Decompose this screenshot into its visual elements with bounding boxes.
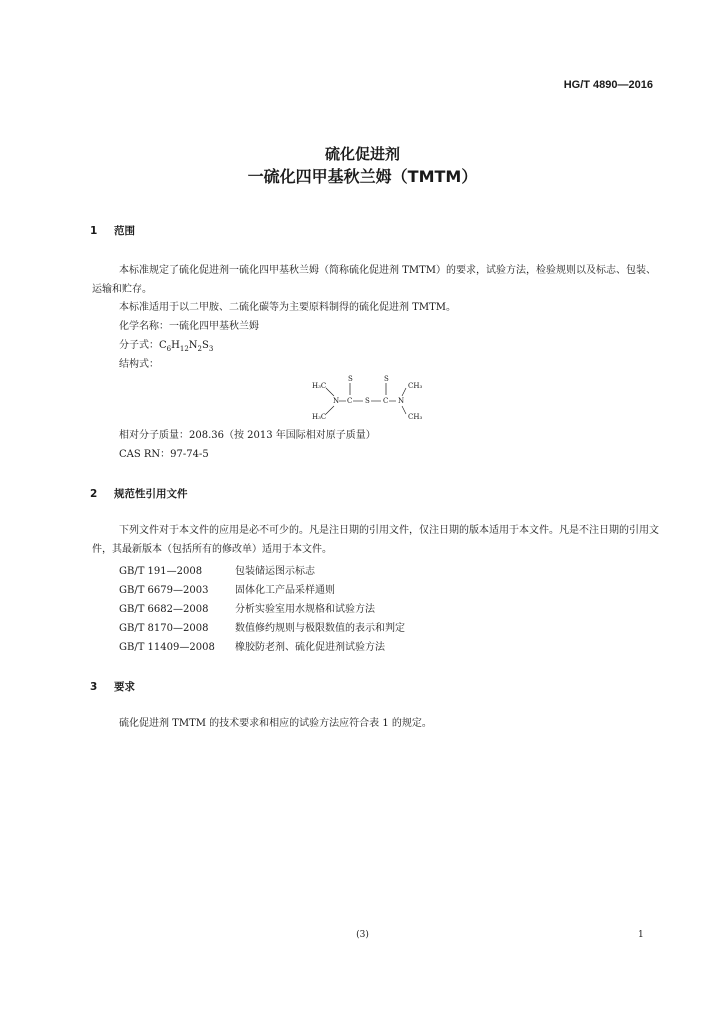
reference-title: 分析实验室用水规格和试验方法 [235,604,375,615]
chemical-name [119,317,259,336]
reference-code: GB/T 191—2008 [119,566,203,577]
formula-n: N [188,340,198,351]
page-number: 1 [638,930,644,940]
struct-s-mid: S [365,397,370,405]
reference-title: 数值修约规则与极限数值的表示和判定 [235,623,405,634]
struct-bond-1 [326,388,334,396]
struct-s2: S [384,375,389,383]
section-title: 要求 [114,681,135,693]
reference-item [119,581,335,596]
struct-h3c-top: H₃C [312,382,327,390]
struct-n1: N [333,397,340,405]
scope-paragraph-2: 本标准适用于以二甲胺、二硫化碳等为主要原料制得的硫化促进剂 TMTM。 [119,302,456,313]
formula-h: H [171,340,180,351]
section-2-heading [90,486,188,501]
formula-n-sub: 2 [197,345,202,353]
reference-code: GB/T 6679—2003 [119,585,209,596]
requirements-paragraph: 硫化促进剂 TMTM 的技术要求和相应的试验方法应符合表 1 的规定。 [119,718,432,729]
section-3-heading [90,679,135,694]
references-intro: 下列文件对于本文件的应用是必不可少的。凡是注日期的引用文件，仅注日期的版本适用于本文件。凡是不注日期的引用文件，其最新版本（包括所有的修改单）适用于本文件。 [92,525,659,555]
reference-code: GB/T 6682—2008 [119,604,209,615]
reference-title: 固体化工产品采样通则 [235,585,335,596]
struct-bond-2 [402,388,406,396]
struct-c1: C [347,397,353,405]
reference-item [119,600,375,615]
struct-c2: C [383,397,389,405]
standard-number: HG/T 4890—2016 [563,79,653,91]
struct-ch3-bottom: CH₃ [408,413,423,421]
cas-number: CAS RN：97-74-5 [119,449,209,460]
formula-label: 分子式： [119,340,159,351]
struct-ch3-top: CH₃ [408,382,423,390]
formula-h-sub: 12 [179,345,189,353]
formula-c: C [159,340,167,351]
struct-s1: S [348,375,353,383]
struct-n2: N [398,397,405,405]
reference-title: 包装储运图示标志 [235,566,315,577]
reference-item [119,638,385,653]
reference-code: GB/T 8170—2008 [119,623,209,634]
footer-center-mark: (3) [356,930,369,940]
scope-paragraph-1: 本标准规定了硫化促进剂一硫化四甲基秋兰姆（简称硫化促进剂 TMTM）的要求，试验方法，检验规则以及标志、包装、运输和贮存。 [92,265,656,295]
document-title-line1: 硫化促进剂 [324,145,400,163]
formula-c-sub: 6 [166,345,172,353]
relative-molecular-mass: 相对分子质量：208.36（按 2013 年国际相对原子质量） [119,430,376,441]
section-number: 1 [90,225,98,237]
section-1-heading [90,223,135,238]
structural-formula [310,374,440,424]
chemical-name-value: 一硫化四甲基秋兰姆 [169,321,259,332]
structure-label: 结构式： [119,359,159,370]
struct-bond-8 [402,406,406,414]
document-title-line2: 一硫化四甲基秋兰姆（TMTM） [247,167,478,186]
struct-h3c-bottom: H₃C [312,413,327,421]
reference-item [119,619,405,634]
reference-title: 橡胶防老剂、硫化促进剂试验方法 [235,642,385,653]
reference-item [119,562,315,577]
section-title: 范围 [114,225,135,237]
formula-s: S [202,340,209,351]
struct-bond-7 [326,406,334,414]
chemical-name-label: 化学名称： [119,321,169,332]
section-title: 规范性引用文件 [114,488,188,500]
reference-code: GB/T 11409—2008 [119,642,215,653]
section-number: 2 [90,488,98,500]
formula-s-sub: 3 [208,345,214,353]
section-number: 3 [90,681,98,693]
